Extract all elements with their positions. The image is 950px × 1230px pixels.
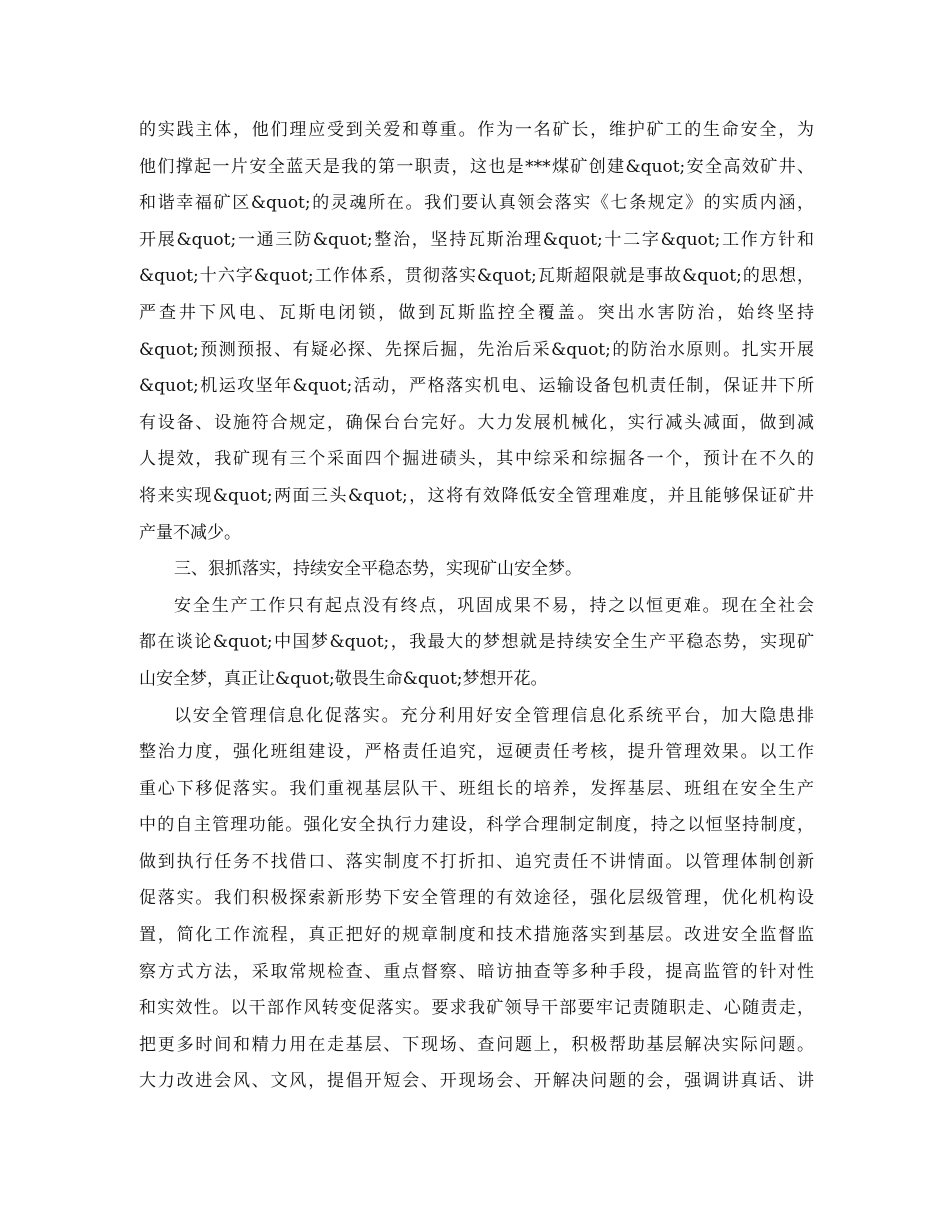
body-line: 察方式方法，采取常规检查、重点督察、暗访抽查等多种手段，提高监管的针对性 — [139, 961, 814, 982]
body-line: 以安全管理信息化促落实。充分利用好安全管理信息化系统平台，加大隐患排 — [174, 705, 814, 726]
body-line: 他们撑起一片安全蓝天是我的第一职责，这也是***煤矿创建&quot;安全高效矿井、 — [139, 156, 814, 177]
body-line: 有设备、设施符合规定，确保台台完好。大力发展机械化，实行减头减面，做到减 — [139, 412, 814, 433]
body-line: 的实践主体，他们理应受到关爱和尊重。作为一名矿长，维护矿工的生命安全，为 — [139, 120, 814, 140]
body-line: 中的自主管理功能。强化安全执行力建设，科学合理制定制度，持之以恒坚持制度， — [139, 815, 814, 836]
body-line: 促落实。我们积极探索新形势下安全管理的有效途径，强化层级管理，优化机构设 — [139, 888, 814, 909]
body-line: 置，简化工作流程，真正把好的规章制度和技术措施落实到基层。改进安全监督监 — [139, 925, 814, 946]
body-line: 山安全梦，真正让&quot;敬畏生命&quot;梦想开花。 — [139, 668, 548, 689]
body-line: 整治力度，强化班组建设，严格责任追究，逗硬责任考核，提升管理效果。以工作 — [139, 742, 814, 763]
body-line: &quot;十六字&quot;工作体系，贯彻落实&quot;瓦斯超限就是事故&quot;的思想， — [139, 266, 814, 287]
body-line: 产量不减少。 — [139, 522, 241, 543]
body-line: 和谐幸福矿区&quot;的灵魂所在。我们要认真领会落实《七条规定》的实质内涵， — [139, 193, 814, 214]
document-body — [139, 112, 814, 1100]
body-line: 重心下移促落实。我们重视基层队干、班组长的培养，发挥基层、班组在安全生产 — [139, 778, 814, 799]
body-line: &quot;预测预报、有疑必探、先探后掘，先治后采&quot;的防治水原则。扎实开展 — [139, 339, 814, 360]
section-heading: 三、狠抓落实，持续安全平稳态势，实现矿山安全梦。 — [174, 559, 582, 580]
body-line: &quot;机运攻坚年&quot;活动，严格落实机电、运输设备包机责任制，保证井下所 — [139, 376, 814, 397]
body-line: 安全生产工作只有起点没有终点，巩固成果不易，持之以恒更难。现在全社会 — [174, 595, 814, 616]
body-line: 大力改进会风、文风，提倡开短会、开现场会、开解决问题的会，强调讲真话、讲 — [139, 1071, 814, 1092]
body-line: 开展&quot;一通三防&quot;整治，坚持瓦斯治理&quot;十二字&quot;工作方针和 — [139, 229, 814, 250]
body-line: 把更多时间和精力用在走基层、下现场、查问题上，积极帮助基层解决实际问题。 — [139, 1034, 814, 1055]
body-line: 人提效，我矿现有三个采面四个掘进碛头，其中综采和综掘各一个，预计在不久的 — [139, 449, 814, 470]
body-line: 严查井下风电、瓦斯电闭锁，做到瓦斯监控全覆盖。突出水害防治，始终坚持 — [139, 302, 814, 323]
body-line: 做到执行任务不找借口、落实制度不打折扣、追究责任不讲情面。以管理体制创新 — [139, 851, 814, 872]
body-line: 和实效性。以干部作风转变促落实。要求我矿领导干部要牢记责随职走、心随责走， — [139, 998, 814, 1019]
body-line: 将来实现&quot;两面三头&quot;，这将有效降低安全管理难度，并且能够保证矿井 — [139, 485, 814, 506]
body-line: 都在谈论&quot;中国梦&quot;，我最大的梦想就是持续安全生产平稳态势，实现矿 — [139, 632, 814, 653]
